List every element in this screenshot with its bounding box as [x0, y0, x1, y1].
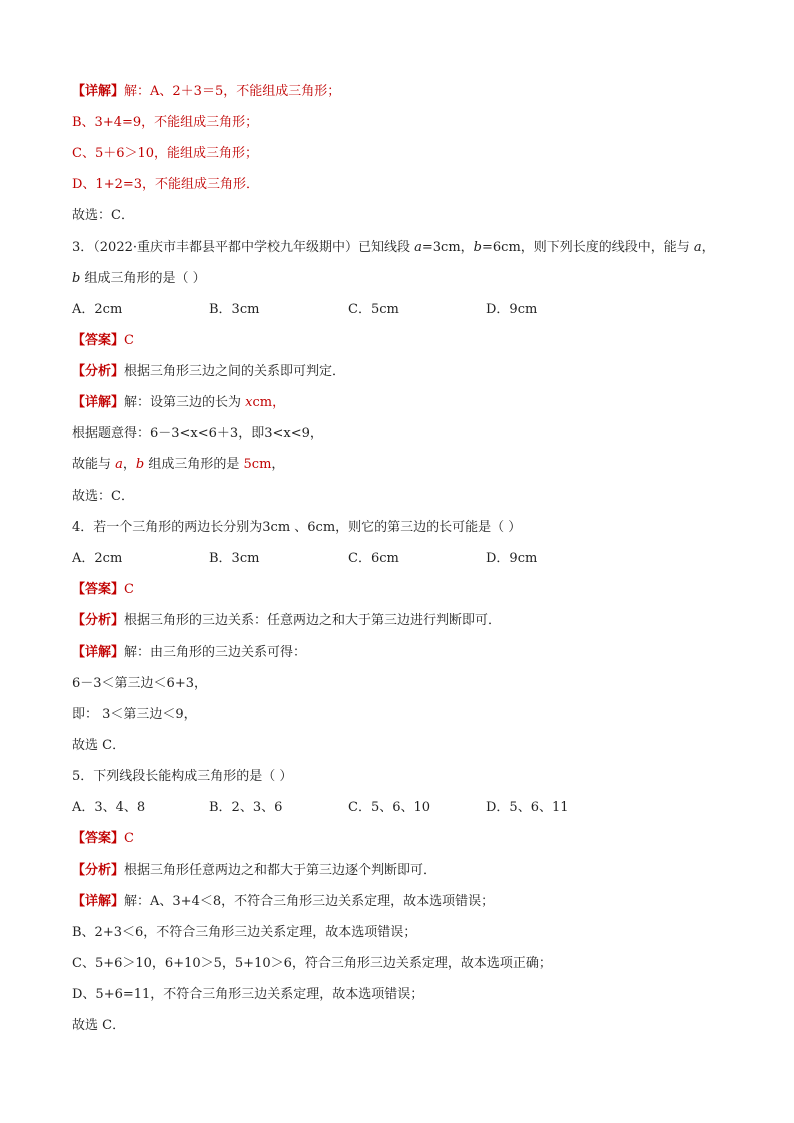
q2-option-c-text: C、5＋6＞10，能组成三角形； [72, 146, 259, 161]
q4-option-d: D．9cm [486, 551, 538, 566]
q5-analysis-line [72, 862, 436, 880]
q4-inequality-2: 即： 3＜第三边＜9， [72, 707, 197, 722]
analysis-tag: 【分析】 [72, 364, 125, 379]
q3-conclude-var-a: a [115, 457, 123, 472]
q3-detail-line [72, 394, 285, 412]
q5-option-b: B．2、3、6 [209, 800, 283, 815]
q3-detail-a: 解：设第三边的长为 [124, 395, 246, 410]
q3-stem-part4: ， [701, 240, 715, 255]
q5-options [72, 799, 632, 817]
q4-answer: C [124, 582, 134, 597]
q5-option-b-text: B、2+3＜6，不符合三角形三边关系定理，故本选项错误； [72, 925, 417, 940]
q5-option-a: A．3、4、8 [72, 800, 146, 815]
q3-stem-line1 [72, 239, 715, 257]
q3-conclude-var-b: b [135, 457, 145, 472]
q3-conclude-a: 故能与 [72, 457, 116, 472]
q5-answer-line [72, 830, 134, 848]
q5-detail: 解：A、3+4＜8，不符合三角形三边关系定理，故本选项错误； [124, 894, 495, 909]
q3-basis: 根据题意得：6－3<x<6＋3，即3<x<9， [72, 426, 323, 441]
q3-options [72, 301, 632, 319]
analysis-tag: 【分析】 [72, 863, 125, 878]
q3-conclude-b: ， [122, 457, 136, 472]
q3-conclude-end: ， [271, 457, 285, 472]
q4-option-c: C．6cm [348, 551, 399, 566]
answer-tag: 【答案】 [72, 582, 125, 597]
q3-stem-part2: =3cm， [421, 240, 474, 255]
detail-tag: 【详解】 [72, 84, 125, 99]
q5-stem: 5．下列线段长能构成三角形的是（ ） [72, 769, 293, 784]
q3-analysis: 根据三角形三边之间的关系即可判定． [124, 364, 346, 379]
q3-conclude-c: 组成三角形的是 [144, 457, 244, 472]
q5-option-c-text: C、5+6＞10，6+10＞5，5+10＞6，符合三角形三边关系定理，故本选项正确； [72, 956, 552, 971]
q4-detail-line [72, 644, 306, 662]
detail-tag: 【详解】 [72, 894, 125, 909]
q2-detail-a: 解：A、2＋3＝5，不能组成三角形； [124, 84, 341, 99]
q5-choose: 故选 C． [72, 1018, 126, 1033]
q5-analysis: 根据三角形任意两边之和都大于第三边逐个判断即可． [124, 863, 437, 878]
q4-choose: 故选 C． [72, 738, 126, 753]
q5-option-c: C．5、6、10 [348, 800, 431, 815]
q3-answer-line [72, 332, 134, 350]
answer-tag: 【答案】 [72, 333, 125, 348]
detail-tag: 【详解】 [72, 645, 125, 660]
q3-option-a: A．2cm [72, 302, 123, 317]
q3-stem-line2 [72, 270, 206, 288]
q3-analysis-line [72, 363, 345, 381]
q5-option-d-text: D、5+6=11，不符合三角形三边关系定理，故本选项错误； [72, 987, 424, 1002]
q4-inequality-1: 6－3＜第三边＜6+3， [72, 676, 207, 691]
q3-answer: C [124, 333, 134, 348]
q4-options [72, 550, 632, 568]
q2-option-b-text: B、3+4=9，不能组成三角形； [72, 115, 259, 130]
q4-option-a: A．2cm [72, 551, 123, 566]
q5-answer: C [124, 831, 134, 846]
q4-detail: 解：由三角形的三边关系可得： [124, 645, 307, 660]
q5-detail-line [72, 893, 494, 911]
q3-stem-part1: 3．（2022·重庆市丰都县平都中学校九年级期中）已知线段 [72, 240, 415, 255]
q3-stem2-var: b [72, 271, 81, 286]
q3-var-b: b [473, 240, 482, 255]
q3-stem2-text: 组成三角形的是（ ） [80, 271, 206, 286]
q3-var-a2: a [693, 240, 702, 255]
q3-option-b: B．3cm [209, 302, 260, 317]
q5-option-d: D．5、6、11 [486, 800, 569, 815]
q4-option-b: B．3cm [209, 551, 260, 566]
q3-var-a: a [414, 240, 422, 255]
q3-option-c: C．5cm [348, 302, 399, 317]
detail-tag: 【详解】 [72, 395, 125, 410]
q3-detail-b: cm， [252, 395, 286, 410]
q3-detail-x: x [245, 395, 253, 410]
q4-stem: 4．若一个三角形的两边长分别为3cm 、6cm，则它的第三边的长可能是（ ） [72, 520, 522, 535]
q2-choose: 故选：C． [72, 208, 134, 223]
q4-analysis: 根据三角形的三边关系：任意两边之和大于第三边进行判断即可． [124, 613, 502, 628]
answer-tag: 【答案】 [72, 831, 125, 846]
analysis-tag: 【分析】 [72, 613, 125, 628]
q3-conclude-value: 5cm [243, 457, 272, 472]
q3-conclusion-line [72, 456, 284, 474]
q4-answer-line [72, 581, 134, 599]
q4-analysis-line [72, 612, 501, 630]
q2-option-d-text: D、1+2=3，不能组成三角形． [72, 177, 260, 192]
q3-stem-part3: =6cm，则下列长度的线段中，能与 [482, 240, 694, 255]
q3-choose: 故选：C． [72, 489, 134, 504]
q2-detail-line [72, 83, 340, 101]
q3-option-d: D．9cm [486, 302, 538, 317]
